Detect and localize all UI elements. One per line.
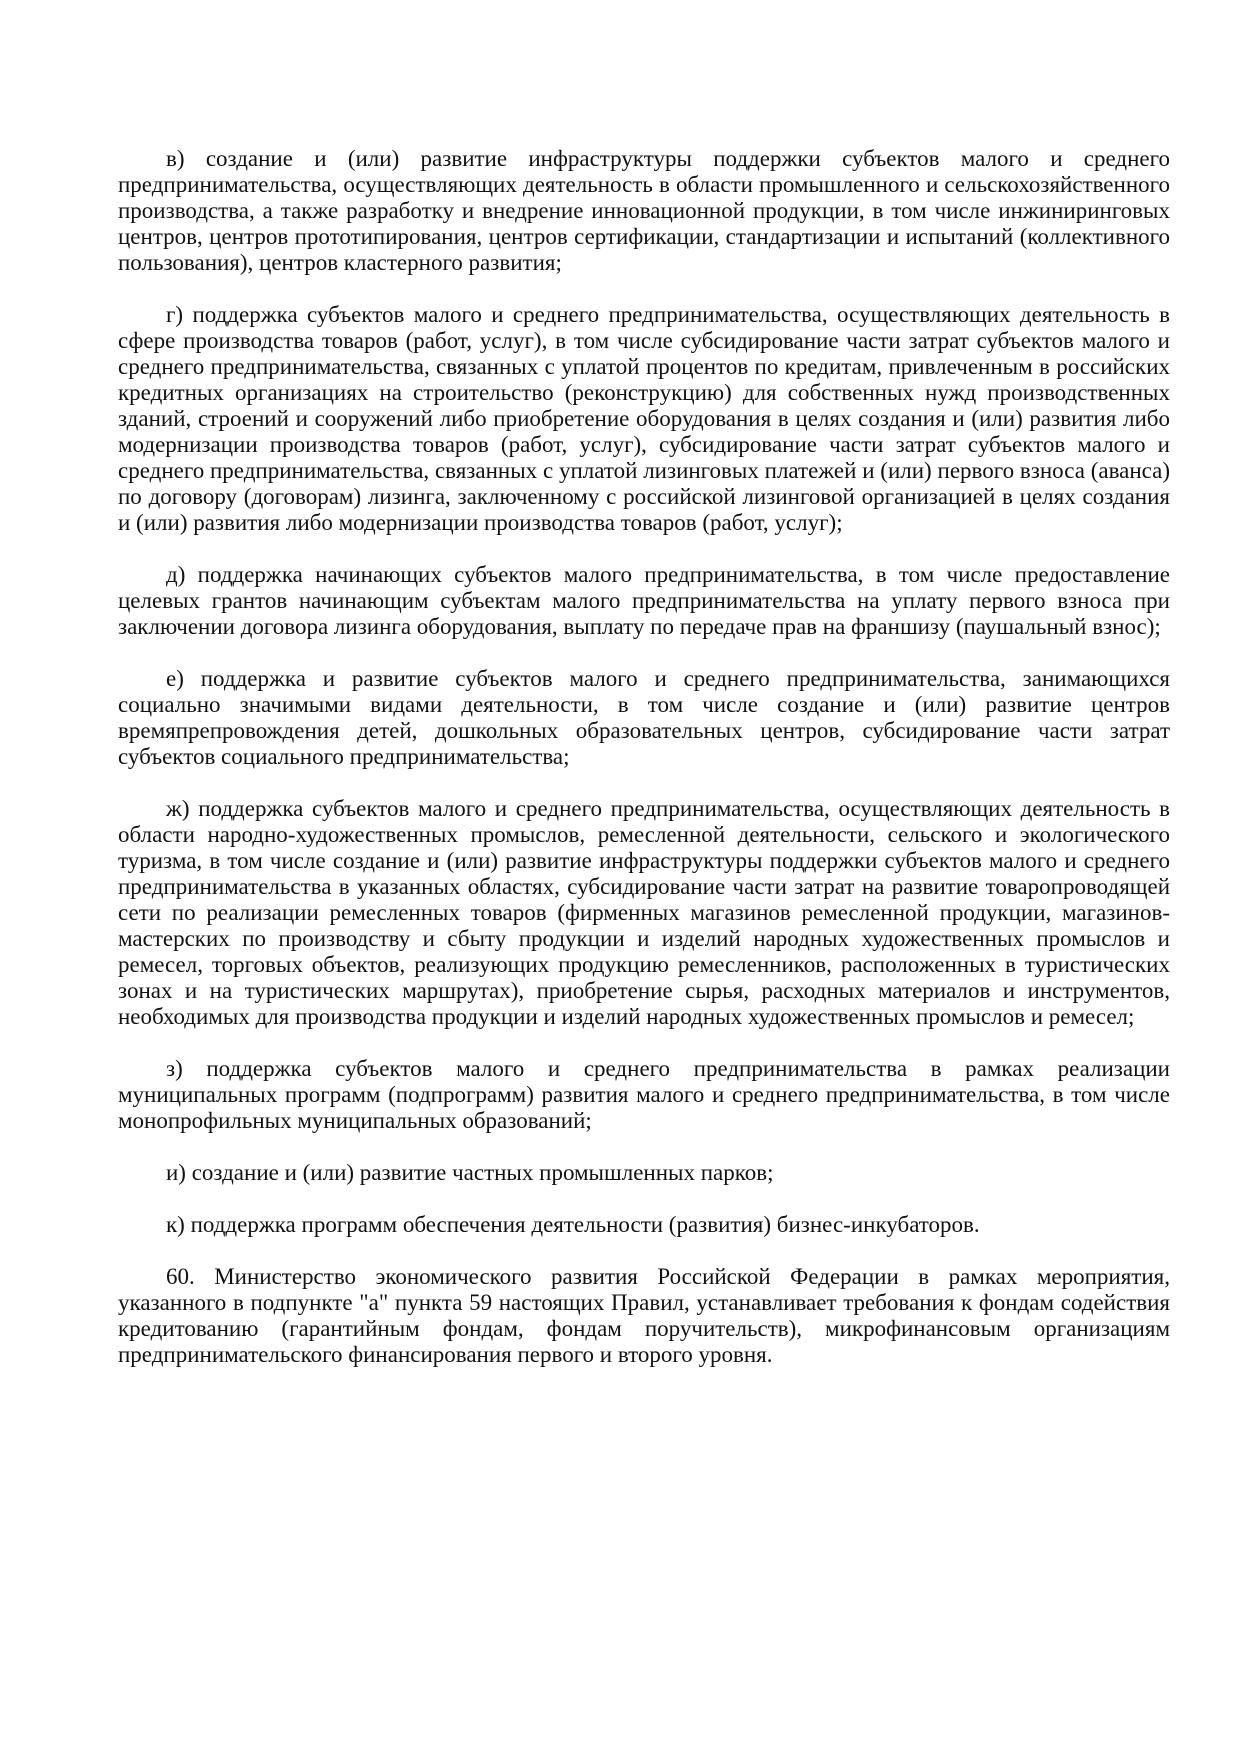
paragraph-z: з) поддержка субъектов малого и среднего предпринимательства в рамках реализации муниципальных программ (подпрограмм) развития малого и среднего предпринимательства, в том числе монопрофильных муниципальных образований;: [118, 1056, 1170, 1133]
paragraph-k: к) поддержка программ обеспечения деятельности (развития) бизнес-инкубаторов.: [166, 1212, 980, 1237]
paragraph-v: в) создание и (или) развитие инфраструктуры поддержки субъектов малого и среднего предпринимательства, осуществляющих деятельность в области промышленного и сельскохозяйственного производства, а также разработку и внедрение инновационной продукции, в том числе инжиниринговых центров, центров прототипирования, центров сертификации, стандартизации и испытаний (коллективного пользования), центров кластерного развития;: [118, 146, 1170, 275]
paragraph-i: и) создание и (или) развитие частных промышленных парков;: [166, 1160, 774, 1185]
document-page: [118, 146, 1170, 1394]
paragraph-d: д) поддержка начинающих субъектов малого предпринимательства, в том числе предоставление целевых грантов начинающим субъектам малого предпринимательства на уплату первого взноса при заключении договора лизинга оборудования, выплату по передаче прав на франшизу (паушальный взнос);: [118, 562, 1170, 639]
paragraph-e: е) поддержка и развитие субъектов малого и среднего предпринимательства, занимающихся социально значимыми видами деятельности, в том числе создание и (или) развитие центров времяпрепровождения детей, дошкольных образовательных центров, субсидирование части затрат субъектов социального предпринимательства;: [118, 666, 1170, 769]
paragraph-60: 60. Министерство экономического развития Российской Федерации в рамках мероприятия, указанного в подпункте "а" пункта 59 настоящих Правил, устанавливает требования к фондам содействия кредитованию (гарантийным фондам, фондам поручительств), микрофинансовым организациям предпринимательского финансирования первого и второго уровня.: [118, 1264, 1170, 1367]
paragraph-zh: ж) поддержка субъектов малого и среднего предпринимательства, осуществляющих деятельность в области народно-художественных промыслов, ремесленной деятельности, сельского и экологического туризма, в том числе создание и (или) развитие инфраструктуры поддержки субъектов малого и среднего предпринимательства в указанных областях, субсидирование части затрат на развитие товаропроводящей сети по реализации ремесленных товаров (фирменных магазинов ремесленной продукции, магазинов-мастерских по производству и сбыту продукции и изделий народных художественных промыслов и ремесел, торговых объектов, реализующих продукцию ремесленников, расположенных в туристических зонах и на туристических маршрутах), приобретение сырья, расходных материалов и инструментов, необходимых для производства продукции и изделий народных художественных промыслов и ремесел;: [118, 796, 1170, 1029]
paragraph-g: г) поддержка субъектов малого и среднего предпринимательства, осуществляющих деятельность в сфере производства товаров (работ, услуг), в том числе субсидирование части затрат субъектов малого и среднего предпринимательства, связанных с уплатой процентов по кредитам, привлеченным в российских кредитных организациях на строительство (реконструкцию) для собственных нужд производственных зданий, строений и сооружений либо приобретение оборудования в целях создания и (или) развития либо модернизации производства товаров (работ, услуг), субсидирование части затрат субъектов малого и среднего предпринимательства, связанных с уплатой лизинговых платежей и (или) первого взноса (аванса) по договору (договорам) лизинга, заключенному с российской лизинговой организацией в целях создания и (или) развития либо модернизации производства товаров (работ, услуг);: [118, 302, 1170, 535]
